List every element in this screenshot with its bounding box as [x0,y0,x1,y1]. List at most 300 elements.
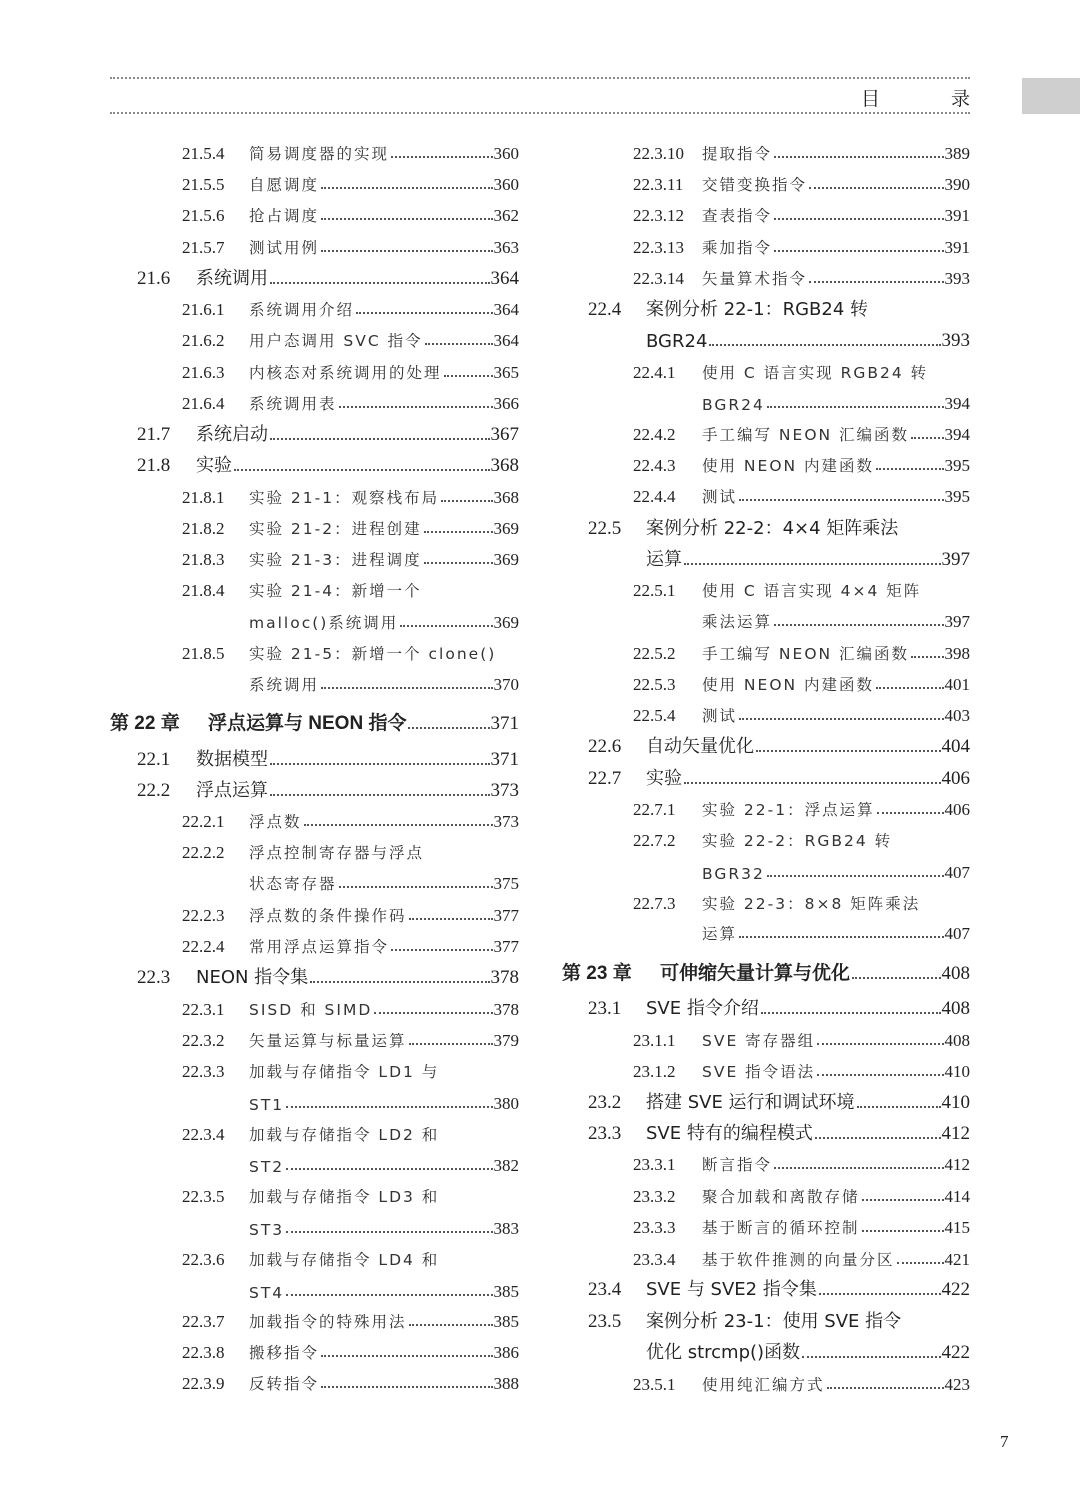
toc-entry-page: 406 [941,768,970,789]
toc-subsection-entry[interactable] [249,1274,519,1302]
toc-entry-page: 393 [944,269,970,288]
toc-subsection-entry[interactable] [633,573,970,601]
dot-leader [339,886,493,888]
toc-entry-title: 搭建 SVE 运行和调试环境 [646,1092,855,1113]
toc-entry-number: 21.6 [137,268,171,289]
toc-subsection-entry[interactable] [633,823,970,851]
dot-leader [321,250,492,252]
dot-leader [911,656,943,658]
page-number: 7 [1000,1432,1009,1451]
toc-entry-number: 21.7 [137,424,171,445]
toc-section-entry[interactable] [588,1305,970,1333]
toc-entry-page: 421 [944,1250,970,1269]
toc-entry-number: 22.3.1 [182,1000,225,1019]
toc-subsection-entry[interactable] [633,261,970,289]
toc-subsection-entry[interactable] [633,886,970,914]
toc-entry-title: 实验 21-5：新增一个 clone() [249,645,497,663]
toc-entry-title: malloc()系统调用 [249,614,399,632]
toc-entry-page: 412 [944,1155,970,1174]
toc-entry-number: 22.3.12 [633,206,684,225]
toc-entry-page: 403 [944,706,970,725]
toc-subsection-entry[interactable] [182,511,519,539]
toc-subsection-entry[interactable] [182,898,519,926]
toc-subsection-entry[interactable] [633,792,970,820]
dot-leader [862,1199,944,1201]
toc-entry-title: 使用 C 语言实现 RGB24 转 [702,364,929,382]
toc-subsection-entry[interactable] [633,636,970,664]
toc-section-entry[interactable] [588,512,970,540]
toc-entry-title: 手工编写 NEON 汇编函数 [702,426,910,444]
toc-entry-title: 自愿调度 [249,176,320,194]
dot-leader [339,406,493,408]
dot-leader [270,794,490,796]
toc-entry-number: 22.3.6 [182,1250,225,1269]
toc-chapter-entry[interactable] [110,707,519,735]
toc-entry-number: 22.7.2 [633,831,676,850]
toc-entry-page: 365 [493,363,519,382]
toc-subsection-entry[interactable] [182,323,519,351]
toc-entry-title: 实验 21-3：进程调度 [249,551,422,569]
dot-leader [286,1168,492,1170]
toc-subsection-entry[interactable] [182,230,519,258]
dot-leader [739,936,943,938]
toc-entry-title: BGR24 [702,396,765,414]
toc-subsection-entry[interactable] [249,866,519,894]
toc-entry-number: 21.8.4 [182,581,225,600]
toc-entry-page: 407 [944,863,970,882]
toc-entry-number: 第 23 章 [562,963,632,984]
toc-entry-number: 21.8.5 [182,644,225,663]
toc-entry-title: 系统启动 [196,424,268,445]
toc-entry-title: 系统调用介绍 [249,301,355,319]
toc-entry-number: 21.5.5 [182,175,225,194]
toc-entry-title: 加载指令的特殊用法 [249,1313,407,1331]
running-header-title: 目 录 [860,88,996,110]
toc-subsection-entry[interactable] [182,929,519,957]
toc-entry-page: 395 [944,487,970,506]
toc-entry-title: 断言指令 [702,1156,773,1174]
toc-entry-number: 21.6.2 [182,331,225,350]
toc-entry-page: 423 [944,1375,970,1394]
dot-leader [774,624,943,626]
toc-entry-page: 391 [944,206,970,225]
toc-entry-title: 浮点运算 [196,780,268,801]
toc-entry-page: 412 [941,1123,970,1144]
toc-entry-title: 矢量运算与标量运算 [249,1032,407,1050]
dot-leader [857,1106,941,1108]
toc-entry-title: 手工编写 NEON 汇编函数 [702,645,910,663]
toc-section-entry[interactable] [137,262,519,290]
toc-entry-number: 22.3.5 [182,1187,225,1206]
toc-entry-title: 系统调用 [249,676,320,694]
toc-entry-title: 实验 [646,768,682,789]
toc-entry-number: 第 22 章 [110,713,180,734]
toc-entry-page: 385 [493,1312,519,1331]
toc-entry-title: SVE 指令介绍 [646,998,759,1019]
toc-chapter-entry[interactable] [562,957,970,985]
toc-entry-number: 22.2.1 [182,812,225,831]
dot-leader [817,1043,943,1045]
toc-entry-page: 398 [944,644,970,663]
toc-entry-page: 415 [944,1218,970,1237]
toc-subsection-entry[interactable] [702,386,970,414]
toc-subsection-entry[interactable] [702,604,970,632]
toc-subsection-entry[interactable] [633,355,970,383]
dot-leader [400,625,492,627]
toc-subsection-entry[interactable] [182,636,519,664]
toc-entry-title: 实验 [196,455,232,476]
toc-subsection-entry[interactable] [633,479,970,507]
toc-entry-page: 391 [944,238,970,257]
toc-subsection-entry[interactable] [249,1148,519,1176]
toc-entry-number: 22.5.3 [633,675,676,694]
toc-subsection-entry[interactable] [702,916,970,944]
toc-subsection-entry[interactable] [633,1210,970,1238]
toc-entry-page: 377 [493,937,519,956]
dot-leader [321,687,492,689]
toc-subsection-entry[interactable] [249,1086,519,1114]
toc-subsection-entry[interactable] [182,804,519,832]
dot-leader [684,563,941,565]
toc-subsection-entry[interactable] [182,542,519,570]
toc-subsection-entry[interactable] [633,698,970,726]
dot-leader [739,718,943,720]
dot-leader [310,981,489,983]
toc-entry-number: 21.8.2 [182,519,225,538]
toc-section-entry[interactable] [137,743,519,771]
toc-entry-number: 23.3 [588,1123,622,1144]
dot-leader [425,343,493,345]
toc-entry-page: 394 [944,394,970,413]
toc-entry-page: 371 [490,713,519,734]
toc-entry-number: 22.5.2 [633,644,676,663]
toc-entry-page: 380 [493,1094,519,1113]
toc-entry-title: ST2 [249,1158,285,1176]
dot-leader [767,875,944,877]
toc-entry-title: SISD 和 SIMD [249,1001,373,1019]
dot-leader [819,1293,941,1295]
toc-entry-page: 377 [493,906,519,925]
toc-entry-number: 21.5.4 [182,144,225,163]
toc-entry-page: 385 [493,1282,519,1301]
toc-entry-title: ST3 [249,1221,285,1239]
toc-entry-page: 368 [490,455,519,476]
dot-leader [408,727,489,729]
dot-leader [270,438,490,440]
toc-subsection-entry[interactable] [633,667,970,695]
toc-subsection-entry[interactable] [182,136,519,164]
toc-subsection-entry[interactable] [182,1242,519,1270]
toc-entry-page: 422 [941,1342,970,1363]
toc-entry-number: 22.5.1 [633,581,676,600]
toc-entry-number: 23.1.2 [633,1062,676,1081]
toc-entry-title: 案例分析 23-1：使用 SVE 指令 [646,1311,902,1332]
toc-entry-title: 数据模型 [196,749,268,770]
toc-subsection-entry[interactable] [182,1023,519,1051]
dot-leader [286,1106,492,1108]
toc-entry-page: 422 [941,1279,970,1300]
toc-entry-page: 363 [493,238,519,257]
toc-entry-title: 矢量算术指令 [702,270,808,288]
toc-entry-title: 测试 [702,707,738,725]
toc-entry-number: 22.2.4 [182,937,225,956]
toc-entry-page: 382 [493,1156,519,1175]
toc-entry-number: 22.3.10 [633,144,684,163]
toc-section-entry[interactable] [588,1086,970,1114]
toc-entry-title: 内核态对系统调用的处理 [249,364,442,382]
header-top-rule [110,77,970,79]
dot-leader [391,949,492,951]
toc-entry-page: 397 [944,612,970,631]
dot-leader [761,1012,941,1014]
toc-section-entry[interactable] [588,293,970,321]
toc-entry-number: 23.3.3 [633,1218,676,1237]
toc-entry-number: 22.6 [588,736,622,757]
dot-leader [234,469,490,471]
toc-section-entry[interactable] [588,1273,970,1301]
toc-subsection-entry[interactable] [182,573,519,601]
dot-leader [321,218,492,220]
dot-leader [876,687,943,689]
toc-entry-title: 搬移指令 [249,1344,320,1362]
toc-entry-number: 23.3.4 [633,1250,676,1269]
toc-entry-title: 加载与存储指令 LD3 和 [249,1188,440,1206]
dot-leader [809,281,943,283]
toc-entry-page: 404 [941,736,970,757]
dot-leader [409,918,493,920]
toc-entry-page: 368 [493,488,519,507]
toc-entry-title: 系统调用表 [249,395,337,413]
dot-leader [876,468,943,470]
toc-entry-page: 408 [941,963,970,984]
toc-subsection-entry[interactable] [249,667,519,695]
toc-entry-page: 369 [493,613,519,632]
toc-entry-title: ST4 [249,1284,285,1302]
toc-subsection-entry[interactable] [633,1367,970,1395]
toc-entry-page: 414 [944,1187,970,1206]
toc-subsection-entry[interactable] [182,1179,519,1207]
toc-entry-title: 乘法运算 [702,613,773,631]
toc-entry-title: 使用 C 语言实现 4×4 矩阵 [702,582,922,600]
toc-entry-page: 379 [493,1031,519,1050]
toc-subsection-entry[interactable] [182,198,519,226]
toc-entry-page: 410 [941,1092,970,1113]
toc-entry-page: 408 [944,1031,970,1050]
toc-entry-title: 简易调度器的实现 [249,145,390,163]
toc-subsection-entry[interactable] [249,605,519,633]
toc-subsection-entry[interactable] [249,1211,519,1239]
toc-section-entry[interactable] [646,1336,970,1364]
toc-entry-page: 364 [493,331,519,350]
section-thumb-tab [1022,78,1080,114]
toc-subsection-entry[interactable] [182,386,519,414]
toc-entry-number: 22.3.13 [633,238,684,257]
toc-subsection-entry[interactable] [702,855,970,883]
toc-entry-title: 乘加指令 [702,239,773,257]
dot-leader [815,1137,941,1139]
toc-section-entry[interactable] [137,961,519,989]
dot-leader [809,187,943,189]
toc-subsection-entry[interactable] [633,167,970,195]
toc-section-entry[interactable] [646,324,970,352]
toc-entry-page: 388 [493,1374,519,1393]
toc-entry-number: 22.3.7 [182,1312,225,1331]
toc-entry-page: 364 [493,300,519,319]
toc-entry-title: 提取指令 [702,145,773,163]
toc-subsection-entry[interactable] [182,1366,519,1394]
dot-leader [897,1262,944,1264]
dot-leader [767,406,944,408]
toc-entry-number: 22.4.4 [633,487,676,506]
toc-entry-number: 23.1 [588,998,622,1019]
toc-subsection-entry[interactable] [182,1117,519,1145]
toc-entry-number: 23.1.1 [633,1031,676,1050]
toc-section-entry[interactable] [137,774,519,802]
toc-subsection-entry[interactable] [633,1179,970,1207]
dot-leader [321,1386,492,1388]
dot-leader [356,312,492,314]
dot-leader [321,1355,492,1357]
toc-entry-title: 运算 [646,549,682,570]
dot-leader [756,750,941,752]
toc-section-entry[interactable] [588,992,970,1020]
toc-subsection-entry[interactable] [182,480,519,508]
dot-leader [270,763,490,765]
toc-entry-title: SVE 寄存器组 [702,1032,816,1050]
toc-entry-number: 21.6.1 [182,300,225,319]
toc-entry-page: 410 [944,1062,970,1081]
toc-subsection-entry[interactable] [633,1147,970,1175]
toc-subsection-entry[interactable] [182,167,519,195]
toc-entry-page: 375 [493,874,519,893]
dot-leader [270,282,490,284]
toc-entry-number: 22.4 [588,299,622,320]
toc-entry-title: BGR32 [702,865,765,883]
toc-entry-page: 360 [493,144,519,163]
toc-entry-number: 21.8 [137,455,171,476]
toc-entry-number: 23.3.2 [633,1187,676,1206]
toc-entry-number: 22.7.1 [633,800,676,819]
dot-leader [684,782,941,784]
toc-entry-title: 可伸缩矢量计算与优化 [660,963,851,984]
toc-section-entry[interactable] [646,543,970,571]
dot-leader [444,375,493,377]
toc-subsection-entry[interactable] [182,1335,519,1363]
toc-entry-page: 370 [493,675,519,694]
toc-subsection-entry[interactable] [633,417,970,445]
toc-entry-number: 21.6.3 [182,363,225,382]
toc-section-entry[interactable] [588,730,970,758]
toc-subsection-entry[interactable] [182,355,519,383]
toc-entry-title: 运算 [702,925,738,943]
toc-subsection-entry[interactable] [633,1242,970,1270]
toc-entry-number: 22.3.14 [633,269,684,288]
toc-subsection-entry[interactable] [182,1054,519,1082]
dot-leader [827,1387,944,1389]
toc-entry-number: 22.3 [137,967,171,988]
toc-section-entry[interactable] [588,1117,970,1145]
toc-entry-title: 反转指令 [249,1375,320,1393]
dot-leader [774,1167,943,1169]
toc-section-entry[interactable] [588,762,970,790]
dot-leader [911,437,943,439]
toc-entry-number: 22.4.2 [633,425,676,444]
toc-entry-number: 22.5.4 [633,706,676,725]
dot-leader [774,250,943,252]
toc-entry-title: 优化 strcmp()函数 [646,1342,801,1363]
toc-subsection-entry[interactable] [182,835,519,863]
dot-leader [441,500,492,502]
toc-entry-title: 案例分析 22-2：4×4 矩阵乘法 [646,518,899,539]
toc-entry-title: 查表指令 [702,207,773,225]
dot-leader [802,1356,940,1358]
toc-entry-number: 22.3.4 [182,1125,225,1144]
toc-subsection-entry[interactable] [633,448,970,476]
toc-entry-title: 实验 21-4：新增一个 [249,582,422,600]
toc-entry-title: 抢占调度 [249,207,320,225]
toc-entry-title: 基于软件推测的向量分区 [702,1251,895,1269]
toc-entry-title: 状态寄存器 [249,875,337,893]
toc-entry-title: 浮点运算与 NEON 指令 [208,713,407,734]
toc-entry-number: 22.1 [137,749,171,770]
toc-entry-page: 369 [493,519,519,538]
toc-entry-title: 自动矢量优化 [646,736,754,757]
dot-leader [424,562,493,564]
toc-entry-number: 22.3.3 [182,1062,225,1081]
toc-entry-page: 369 [493,550,519,569]
dot-leader [774,218,943,220]
toc-entry-title: 测试用例 [249,239,320,257]
header-bottom-rule [110,112,970,114]
dot-leader [286,1294,492,1296]
toc-entry-number: 22.3.11 [633,175,684,194]
toc-entry-number: 22.2.2 [182,843,225,862]
toc-subsection-entry[interactable] [182,1304,519,1332]
toc-entry-title: 交错变换指令 [702,176,808,194]
toc-section-entry[interactable] [137,449,519,477]
toc-entry-title: SVE 与 SVE2 指令集 [646,1279,817,1300]
toc-entry-title: 加载与存储指令 LD4 和 [249,1251,440,1269]
toc-subsection-entry[interactable] [633,198,970,226]
toc-entry-title: SVE 指令语法 [702,1063,816,1081]
toc-entry-number: 23.2 [588,1092,622,1113]
toc-entry-number: 23.4 [588,1279,622,1300]
toc-entry-title: NEON 指令集 [196,967,309,988]
toc-subsection-entry[interactable] [182,992,519,1020]
toc-entry-title: 加载与存储指令 LD2 和 [249,1126,440,1144]
dot-leader [409,1043,493,1045]
toc-entry-title: 浮点控制寄存器与浮点 [249,844,425,862]
toc-subsection-entry[interactable] [633,1054,970,1082]
toc-entry-title: 浮点数 [249,813,302,831]
toc-subsection-entry[interactable] [182,292,519,320]
toc-entry-title: 测试 [702,488,738,506]
toc-entry-title: 实验 21-1：观察栈布局 [249,489,440,507]
toc-entry-title: 使用 NEON 内建函数 [702,676,875,694]
toc-entry-number: 23.3.1 [633,1155,676,1174]
dot-leader [852,977,940,979]
dot-leader [391,156,492,158]
toc-subsection-entry[interactable] [633,1023,970,1051]
toc-entry-title: 实验 21-2：进程创建 [249,520,422,538]
dot-leader [424,531,493,533]
toc-subsection-entry[interactable] [633,136,970,164]
toc-subsection-entry[interactable] [633,230,970,258]
toc-entry-page: 407 [944,924,970,943]
toc-entry-title: ST1 [249,1096,285,1114]
toc-section-entry[interactable] [137,418,519,446]
toc-entry-title: 使用 NEON 内建函数 [702,457,875,475]
